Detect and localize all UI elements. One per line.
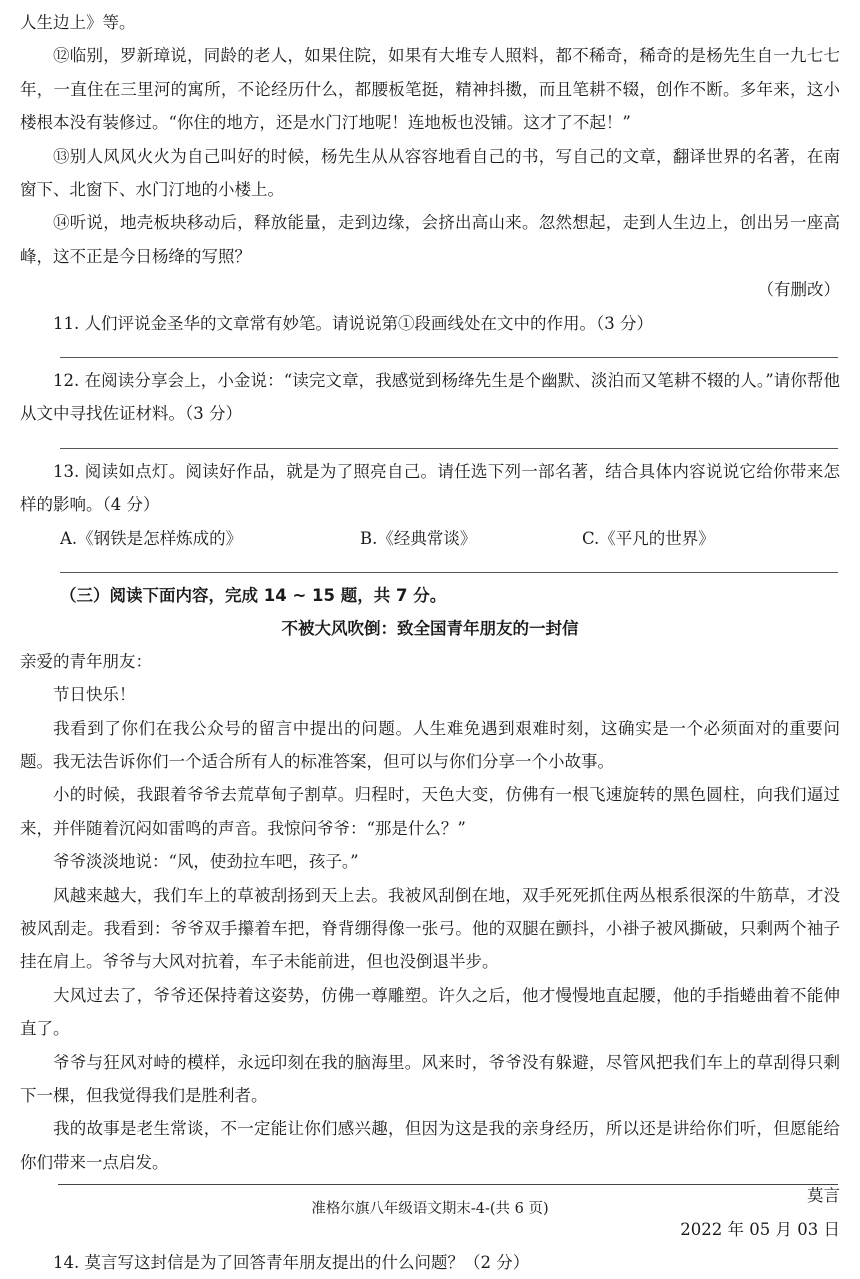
footer-divider [58, 1184, 838, 1185]
letter-greeting: 节日快乐！ [53, 685, 136, 705]
question-14: 14. 莫言写这封信是为了回答青年朋友提出的什么问题？（2 分） [53, 1253, 530, 1272]
letter-signature: 莫言 [807, 1186, 840, 1206]
page-footer: 准格尔旗八年级语文期末-4-(共 6 页) [311, 1201, 549, 1217]
letter-title: 不被大风吹倒：致全国青年朋友的一封信 [281, 618, 579, 638]
answer-line-12[interactable] [60, 431, 838, 449]
letter-paragraph: 小的时候，我跟着爷爷去荒草甸子割草。归程时，天色大变，仿佛有一根飞速旋转的黑色圆柱，向我们逼过来，并伴随着沉闷如雷鸣的声音。我惊问爷爷：“那是什么？” [20, 785, 840, 838]
option-a[interactable]: A.《钢铁是怎样炼成的》 [60, 528, 243, 548]
edit-note: （有删改） [757, 280, 840, 300]
letter-paragraph: 风越来越大，我们车上的草被刮扬到天上去。我被风刮倒在地，双手死死抓住两丛根系很深的牛筋草，才没被风刮走。我看到：爷爷双手攥着车把，脊背绷得像一张弓。他的双腿在颤抖，小褂子被风撕破，只剩两个袖子挂在肩上。爷爷与大风对抗着，车子未能前进，但也没倒退半步。 [20, 885, 840, 972]
paragraph-tail: 人生边上》等。 [20, 13, 136, 32]
option-b[interactable]: B.《经典常谈》 [360, 528, 477, 548]
section-heading: （三）阅读下面内容，完成 14 ~ 15 题，共 7 分。 [60, 585, 447, 605]
question-13-options [20, 522, 840, 555]
option-c[interactable]: C.《平凡的世界》 [582, 528, 715, 548]
paragraph-12: ⑫临别，罗新璋说，同龄的老人，如果住院，如果有大堆专人照料，都不稀奇，稀奇的是杨先生自一九七七年，一直住在三里河的寓所，不论经历什么，都腰板笔挺，精神抖擞，而且笔耕不辍，创作不断。多年来，这小楼根本没有装修过。“你住的地方，还是水门汀地呢！连地板也没铺。这才了不起！” [20, 46, 840, 133]
paragraph-13: ⑬别人风风火火为自己叫好的时候，杨先生从从容容地看自己的书，写自己的文章，翻译世界的名著，在南窗下、北窗下、水门汀地的小楼上。 [20, 146, 840, 200]
letter-salutation: 亲爱的青年朋友： [20, 651, 152, 671]
answer-line-13[interactable] [60, 555, 838, 573]
answer-line-11[interactable] [60, 340, 838, 358]
letter-paragraph: 我看到了你们在我公众号的留言中提出的问题。人生难免遇到艰难时刻，这确实是一个必须面对的重要问题。我无法告诉你们一个适合所有人的标准答案，但可以与你们分享一个小故事。 [20, 718, 840, 771]
paragraph-14: ⑭听说，地壳板块移动后，释放能量，走到边缘，会挤出高山来。忽然想起，走到人生边上，创出另一座高峰，这不正是今日杨绛的写照？ [20, 213, 840, 266]
letter-date: 2022 年 05 月 03 日 [680, 1219, 840, 1239]
question-11: 11. 人们评说金圣华的文章常有妙笔。请说说第①段画线处在文中的作用。（3 分） [53, 313, 653, 333]
letter-paragraph: 大风过去了，爷爷还保持着这姿势，仿佛一尊雕塑。许久之后，他才慢慢地直起腰，他的手指蜷曲着不能伸直了。 [20, 985, 840, 1039]
letter-paragraph: 我的故事是老生常谈，不一定能让你们感兴趣，但因为这是我的亲身经历，所以还是讲给你们听，但愿能给你们带来一点启发。 [20, 1119, 840, 1172]
question-13: 13. 阅读如点灯。阅读好作品，就是为了照亮自己。请任选下列一部名著，结合具体内容说说它给你带来怎样的影响。（4 分） [20, 461, 840, 515]
letter-paragraph: 爷爷与狂风对峙的模样，永远印刻在我的脑海里。风来时，爷爷没有躲避，尽管风把我们车上的草刮得只剩下一棵，但我觉得我们是胜利者。 [20, 1052, 840, 1105]
letter-paragraph: 爷爷淡淡地说：“风，使劲拉车吧，孩子。” [53, 852, 359, 872]
question-12: 12. 在阅读分享会上，小金说：“读完文章，我感觉到杨绛先生是个幽默、淡泊而又笔耕不辍的人。”请你帮他从文中寻找佐证材料。（3 分） [20, 371, 840, 424]
